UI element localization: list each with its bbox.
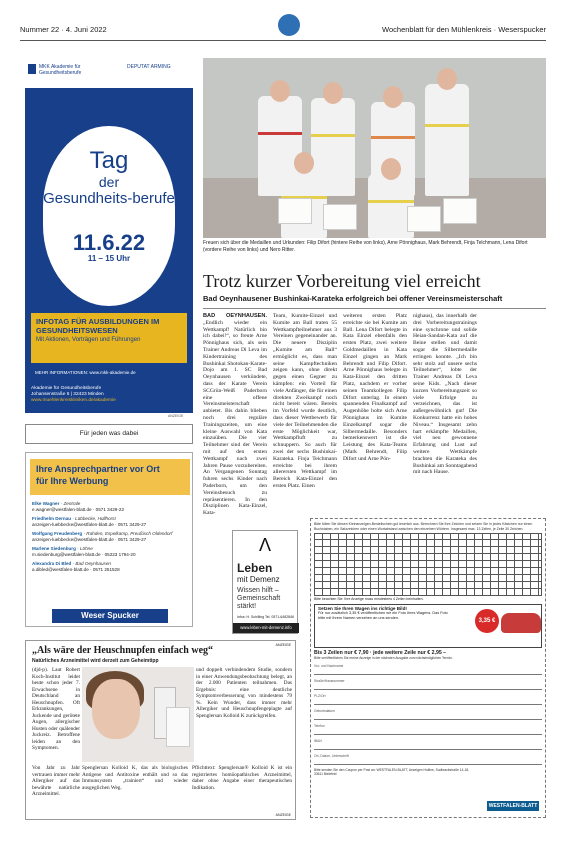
mkk-logo-icon <box>28 64 36 74</box>
contact-item: Wolfgang Freudenberg · Rahden, Espelkamp, Preußisch Oldendorf anzeigen-luebbecke@westfalen-blatt.de · 0571 3429-27 <box>32 531 173 542</box>
kid-head <box>270 80 290 102</box>
publication-logo-icon <box>278 14 300 36</box>
contact-item: Alexandra Di Bled · Bad Oeynhausen a.dibled@westfalen-blatt.de · 0571 251528 <box>32 561 120 572</box>
ad-info-title: INFOTAG FÜR AUSBILDUNGEN IM GESUNDHEITSWESEN <box>36 317 160 335</box>
woman-face <box>92 679 140 739</box>
classified-coupon[interactable] <box>310 518 546 818</box>
grid-row[interactable] <box>314 568 542 575</box>
demenz-sub: mit Demenz <box>237 575 280 584</box>
article-rule <box>203 308 546 309</box>
kid-head <box>323 82 343 104</box>
coupon-note: Bitte beachten Sie: Ihre Anzeige muss mindestens 4 Zeilen beinhalten. <box>314 597 424 601</box>
grid-row[interactable] <box>314 547 542 554</box>
kid-belt <box>371 136 415 139</box>
photo-caption: Freuen sich über die Medaillen und Urkunden: Filip Difort (hintere Reihe von links), Arne Pönnighaus, Mark Behrendt, Finja Telchmann, Lena Difort (vordere Reihe von links) und Nero Ritter. <box>203 240 528 253</box>
ad-address-block <box>31 386 191 404</box>
ad-academy: Akademie für Gesundheitsberufe <box>31 386 102 391</box>
article-dateline: BAD OEYNHAUSEN. <box>203 313 267 319</box>
contact-role: Lübbecke, Hüllhorst <box>75 516 116 521</box>
ad-link[interactable]: www.muehlenkreiskliniken.de/akademie <box>31 398 116 403</box>
advertorial-tag: ANZEIGE <box>275 643 291 647</box>
grid-row[interactable] <box>314 589 542 596</box>
issue-info: Nummer 22 · 4. Juni 2022 <box>20 25 107 34</box>
coupon-intro: Bitte füllen Sie diesen Kleinanzeigen-Bestellschein gut leserlich aus. Berechnen Sie Ihre Zeichen und setzen Sie in jedes Kästchen nur einen Buchstaben, ein Satzzeichen oder einen Wortabstand zwischen den einzelnen Wörtern. Insgesamt max. 13 Zeilen, je Zeile 30 Zeichen. <box>314 522 533 531</box>
contact-name: Wolfgang Freudenberg <box>32 531 83 536</box>
advertorial-title: „Als wäre der Heuschnupfen einfach weg“ <box>32 645 214 656</box>
kid-head <box>381 158 401 180</box>
contact-role: Löhne <box>80 546 93 551</box>
coupon-letter-grid[interactable] <box>314 533 542 596</box>
ad-topbar <box>25 58 193 88</box>
contact-item: Marlene Siedenburg · Löhne m.siedenburg@westfalen-blatt.de · 05223 1794-20 <box>32 546 136 557</box>
coupon-footer: Bitte senden Sie den Coupon per Post an: WESTFALEN-BLATT, Anzeigen Hotline, Sudbrackstraße 14-18, 33611 Bielefeld <box>314 767 470 777</box>
demenz-title: Leben <box>237 561 273 575</box>
grid-row[interactable] <box>314 575 542 582</box>
promo-box: Für jeden was dabei <box>25 424 193 444</box>
ad-info-sub: Mit Aktionen, Vorträgen und Führungen <box>36 337 141 343</box>
contact-name: Alexandra Di Bled <box>32 561 72 566</box>
ad-infobox <box>31 313 187 363</box>
contact-role: Bad Oeynhausen <box>75 561 111 566</box>
price-badge: 3,35 € <box>475 609 499 633</box>
contact-name: Marlene Siedenburg <box>32 546 76 551</box>
kid-head <box>437 68 457 90</box>
contact-info[interactable]: anzeigen-luebbecke@westfalen-blatt.de · 0571 3429-27 <box>32 537 147 542</box>
form-field-name[interactable]: Vor- und Nachname <box>314 664 542 675</box>
advertorial-column: Spenglersan Kolloid K, das als biologisches Antigene und Antitoxine enthält und so das Immunsystem „trainiert“ und wieder ausgeglichen Weg. <box>82 765 188 791</box>
contact-info[interactable]: anzeigen-luebbecke@westfalen-blatt.de · 0571 3429-27 <box>32 522 147 527</box>
westfalen-blatt-logo: WESTFALEN-BLATT <box>488 803 538 809</box>
kid-belt <box>258 132 302 135</box>
contacts-ad-title-2: für Ihre Werbung <box>36 476 109 486</box>
advertorial-subtitle: Natürliches Arzneimittel wird derzeit zum Geheimtipp <box>32 658 159 664</box>
kid-belt <box>425 124 469 127</box>
ad-tag-word: Tag <box>89 147 129 174</box>
form-field-iban[interactable]: IBAN <box>314 739 542 750</box>
car-box-title: Setzen Sie Ihren Wagen ins richtige Bild! <box>318 605 407 611</box>
contact-info[interactable]: m.siedenburg@westfalen-blatt.de · 05223 1794-20 <box>32 552 136 557</box>
grid-row[interactable] <box>314 561 542 568</box>
kid-belt <box>368 200 414 203</box>
medicine-box-icon <box>166 707 190 747</box>
advertorial-column: Von Jahr zu Jahr vertrauen immer mehr Allergiker auf das bewährte natürliche Arzneimittel. <box>32 765 80 797</box>
ad-circle <box>43 126 175 306</box>
ad-label: ANZEIGE <box>168 414 184 418</box>
ad-time: 11 – 15 Uhr <box>87 254 131 263</box>
form-field-birthdate[interactable]: Geburtsdatum <box>314 709 542 720</box>
article-headline: Trotz kurzer Vorbereitung viel erreicht <box>203 271 481 291</box>
advertorial-column: und doppelt verbindendem Studie, sondern in einer Anwendungsbeobachtung belegt, an der 2.000 Patienten teilnahmen. Das Ergebnis: eine deutliche Symptomverbesserung von mindestens 79 %. Kein Wunder, dass immer mehr Allergiker und Heuschnupfengeplagte auf Spenglersan Kolloid K zurückgreifen. <box>196 667 292 719</box>
contact-name: Friedhelm Dernau <box>32 516 72 521</box>
grid-row[interactable] <box>314 582 542 589</box>
ad-brand-2: DEPUTAT ARMING <box>127 64 171 70</box>
ad-date: 11.6.22 <box>72 230 146 255</box>
grid-row[interactable] <box>314 554 542 561</box>
ad-der-word: der <box>98 174 120 190</box>
article-column: nighaus), das innerhalb der drei Vorbereitungstrainings eine synchrone und solide Heian-Sandan-Kata auf die Beine stellen und damit sogar die Silbermedaille erringen konnte. „Ich bin sehr stolz auf unsere sechs Teilnehmer“, lobte der Trainer Andreas Di Leva seine Kids. „Nach dieser kurzen Vorbereitungszeit so viele Erfolge zu verzeichnen, das ist außergewöhnlich gut! Die Konkurrenz hatte ein hohes Niveau.“ Insgesamt zehn hart erkämpfte Medaillen, viel neu gewonnene Erfahrung und Lust auf weitere Wettkämpfe brachten die Karateka des Bushinkai am Sonntagabend mit nach Hause. <box>413 313 478 476</box>
publication-name: Wochenblatt für den Mühlenkreis · Weserspucker <box>382 25 546 34</box>
contacts-ad-title-1: Ihre Ansprechpartner vor Ort <box>36 464 160 474</box>
form-field-phone[interactable]: Telefon <box>314 724 542 735</box>
article-text: „Endlich wieder ein Wettkampf! Natürlich bin ich dabei!“, so freute Arne Pönnighaus sich, als sein Trainer Andreas Di Leva im Kindertraining des Bushinkai Shotokan-Karate-Dojo am 1. SC Bad Oeynhausen verkündete, dass der Karate Verein SCGrün-Weiß Paderborn eine offene Vereinsmeisterschaft anbietet. Bis dahin blieben noch drei reguläre Trainingszeiten, um eine kleine Auswahl von Kata einzuüben. Die vier Teilnehmer sind der Verein mit auf den ersten Wettkampf nach zwei Jahren Pause vorzubereiten. An Vergangenen Sonntag fuhren sechs Kinder nach Paderborn, um den Vereinsbesuch zu repräsentieren. In den Disziplinen Kata-Einzel, Kata- <box>203 319 267 517</box>
kid-head <box>294 152 314 174</box>
certificate <box>278 198 312 224</box>
grid-row[interactable] <box>314 540 542 547</box>
contact-item: Elke Wagner · Zentrale e.wagner@westfalen-blatt.de · 0571 3429-22 <box>32 501 125 512</box>
demenz-ad[interactable] <box>232 530 298 634</box>
demenz-contact: Infos: H. Schilling Tel. 0571-6482846 <box>237 615 294 619</box>
karate-photo <box>203 58 546 238</box>
contact-role: Zentrale <box>63 501 81 506</box>
certificate <box>443 198 477 224</box>
page-header <box>20 22 546 36</box>
advertorial-label: ANZEIGE <box>275 813 291 817</box>
article-column: weiteren ersten Platz erreichte sie bei Kumite am Ball. Lena Difort belegte in Kata Einzel ebenfalls den ersten Platz, zwei weitere Goldmedaillen in Kata Einzel gingen an Mark Behrendt und Filip Difort. Arne Pönnighaus belegte in Kata-Einzel den dritten Platz, nachdem er vorher seinen Teamkollegen Filip Difort unterlag. In einem spannenden Finalkampf auf Augenhöhe holte sich Arne Pönnighaus im Kumite Einzelkampf sogar die Silbermedaille. Besonders bemerkenswert ist die Leistung des Kata-Teams (Mark Behrendt, Filip Difort und Arne Pön- <box>343 313 407 462</box>
advertorial-image <box>82 667 194 762</box>
ad-address: Johansenstraße 6 | 32423 Minden <box>31 392 104 397</box>
car-icon <box>501 613 541 633</box>
ad-brand: MKK Akademie für Gesundheitsberufe <box>39 64 82 76</box>
car-box-body: Für nur zusätzlich 3,35 € veröffentlichen wir ein Foto Ihres Wagens. Das Foto bitte mit Ihrem Namen versehen an uns senden. <box>318 611 448 621</box>
ad-more-info: MEHR INFORMATIONEN: www.mkk-akademie.de <box>35 370 136 375</box>
certificate <box>323 204 357 230</box>
form-field-street[interactable]: Straße/Hausnummer <box>314 679 542 690</box>
contact-role: Rahden, Espelkamp, Preußisch Oldendorf <box>86 531 173 536</box>
kid-head <box>383 86 403 108</box>
demenz-slogan: Wissen hilft – Gemeinschaft stärkt! <box>237 587 281 610</box>
health-days-ad[interactable] <box>25 58 193 413</box>
advertorial-column: Pflichttext: Spenglersan® Kolloid K ist ein registriertes homöopathisches Arzneimittel, daher ohne Angabe einer therapeutischen Indikation. <box>192 765 292 791</box>
contact-item: Friedhelm Dernau · Lübbecke, Hüllhorst anzeigen-luebbecke@westfalen-blatt.de · 0571 3429-27 <box>32 516 147 527</box>
car-photo-box <box>314 604 542 648</box>
contacts-ad <box>25 452 193 627</box>
article-column <box>203 313 267 517</box>
contact-name: Elke Wagner <box>32 501 60 506</box>
contacts-list <box>32 501 190 576</box>
certificate <box>407 206 441 232</box>
weserspucker-logo: Weser Spucker <box>52 609 168 623</box>
car-box-text <box>318 607 448 621</box>
contact-info[interactable]: a.dibled@westfalen-blatt.de · 0571 251528 <box>32 567 120 572</box>
article-column: Team, Kumite-Einzel und Kumite am Ball traten 55 Wettkampfteilnehmer aus 3 Vereinen gegeneinander an. Die neuere Disziplin „Kumite am Ball“ ermöglicht es, dass man seine Kampftechniken zeigen kann, ohne direkt gegen einen Gegner zu kämpfen: ein Vorteil für viele Anfänger, die für einen direkten Zweikampf noch nicht bereit wären. Bereits im Vorfeld wurde deutlich, dass dieser Wettbewerb für viele der Teilnehmenden die erste Möglichkeit war, Wettkampfluft zu schnuppern. So auch für zwei der sechs Bushinkai-Karateka. Finja Teichmann erreichte bei ihrem allerersten Wettkampf im Bereich Kata-Einzel den ersten Platz. Einen <box>273 313 337 489</box>
form-field-signature[interactable]: Ort, Datum, Unterschrift <box>314 754 542 765</box>
kid-figure <box>425 84 469 196</box>
form-field-city[interactable]: PLZ/Ort <box>314 694 542 705</box>
hayfever-advertorial <box>25 640 296 820</box>
ad-title: Gesundheits-berufe <box>43 190 175 207</box>
coupon-small-print: Bitte veröffentlichen Sie meine Anzeige in der nächsten Ausgabe zum nächstmöglichen Termin. <box>314 655 453 660</box>
coupon-price: Bis 3 Zeilen nur € 7,90 · jede weitere Zeile nur € 2,95 – <box>314 649 447 656</box>
header-rule <box>20 40 546 41</box>
article-subline: Bad Oeynhausener Bushinkai-Karateka erfolgreich bei offener Vereinsmeisterschaft <box>203 294 503 303</box>
contacts-ad-header <box>30 459 190 495</box>
contact-info[interactable]: e.wagner@westfalen-blatt.de · 0571 3429-22 <box>32 507 125 512</box>
kid-belt <box>311 134 355 137</box>
grid-row[interactable] <box>314 533 542 540</box>
advertorial-column: (djd-p). Laut Robert Koch-Institut leidet heute schon jeder 7. Erwachsene in Deutschland an Heuschnupfen. Oft Erkrankungen, Juckende und gerötete Augen, allergischer Husten oder quälender Juckreiz. Betroffene leiden an den Symptomen. <box>32 667 80 751</box>
demenz-link[interactable]: www.leben-mit-demenz.info <box>233 623 299 633</box>
article-body <box>203 313 546 517</box>
demenz-logo-icon: Λ <box>258 535 272 555</box>
